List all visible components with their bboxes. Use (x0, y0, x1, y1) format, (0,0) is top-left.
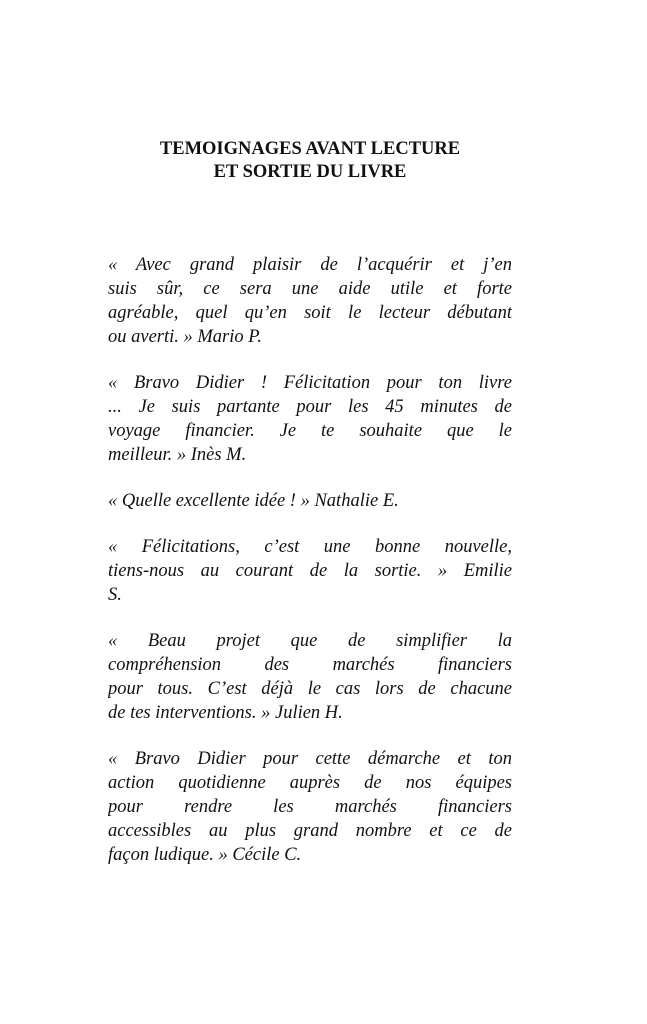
testimonial-paragraph (108, 371, 512, 467)
testimonial-paragraph (108, 253, 512, 349)
testimonial-line: accessibles au plus grand nombre et ce de (108, 821, 512, 841)
title-line: ET SORTIE DU LIVRE (213, 162, 407, 182)
testimonial-paragraph (108, 747, 512, 867)
testimonial-line: meilleur. » Inès M. (108, 445, 247, 465)
testimonial-line: « Quelle excellente idée ! » Nathalie E. (108, 491, 399, 511)
testimonial-line: « Félicitations, c’est une bonne nouvelle, (108, 537, 512, 557)
page-title (108, 138, 512, 184)
testimonial-line: agréable, quel qu’en soit le lecteur débutant (108, 303, 512, 323)
testimonial-line: « Beau projet que de simplifier la (108, 631, 512, 651)
testimonial-line: « Bravo Didier pour cette démarche et ton (108, 749, 512, 769)
testimonial-line: S. (108, 585, 122, 605)
testimonial-line: pour tous. C’est déjà le cas lors de chacune (108, 679, 512, 699)
title-line: TEMOIGNAGES AVANT LECTURE (159, 139, 461, 159)
testimonial-line: de tes interventions. » Julien H. (108, 703, 343, 723)
testimonial-line: action quotidienne auprès de nos équipes (108, 773, 512, 793)
testimonial-line: suis sûr, ce sera une aide utile et forte (108, 279, 512, 299)
testimonial-line: ou averti. » Mario P. (108, 327, 262, 347)
testimonial-line: façon ludique. » Cécile C. (108, 845, 302, 865)
testimonial-line: pour rendre les marchés financiers (108, 797, 512, 817)
testimonial-line: voyage financier. Je te souhaite que le (108, 421, 512, 441)
testimonial-paragraph (108, 629, 512, 725)
testimonial-line: ... Je suis partante pour les 45 minutes de (108, 397, 512, 417)
testimonial-paragraph (108, 535, 512, 607)
testimonial-paragraph (108, 489, 512, 513)
testimonial-line: « Bravo Didier ! Félicitation pour ton livre (108, 373, 512, 393)
testimonials-list (108, 253, 512, 889)
testimonial-line: « Avec grand plaisir de l’acquérir et j’en (108, 255, 512, 275)
testimonial-line: tiens-nous au courant de la sortie. » Emilie (108, 561, 512, 581)
testimonial-line: compréhension des marchés financiers (108, 655, 512, 675)
